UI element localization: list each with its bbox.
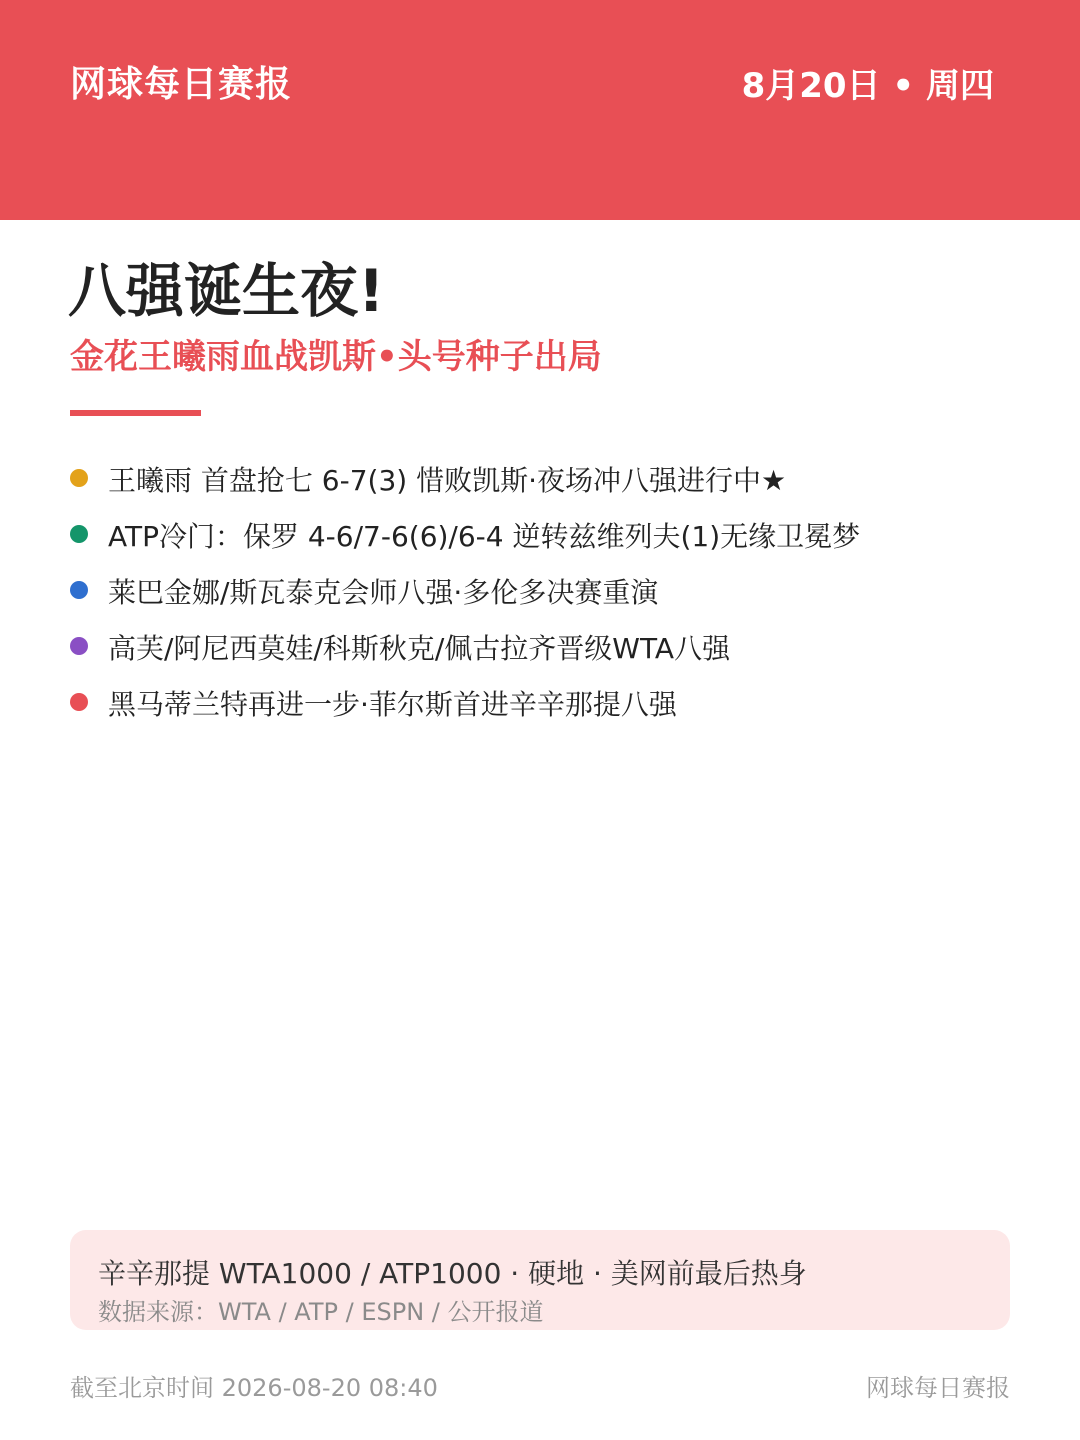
news-item-text: 王曦雨 首盘抢七 6-7(3) 惜败凯斯·夜场冲八强进行中★ bbox=[108, 464, 787, 497]
subheadline: 金花王曦雨血战凯斯•头号种子出局 bbox=[70, 337, 602, 377]
event-info: 辛辛那提 WTA1000 / ATP1000 · 硬地 · 美网前最后热身 bbox=[98, 1257, 807, 1290]
news-item bbox=[70, 626, 1020, 682]
headline: 八强诞生夜! bbox=[68, 257, 385, 325]
brand-title: 网球每日赛报 bbox=[70, 64, 293, 105]
header-banner bbox=[0, 0, 1080, 220]
news-item bbox=[70, 514, 1020, 570]
news-item-text: 高芙/阿尼西莫娃/科斯秋克/佩古拉齐晋级WTA八强 bbox=[108, 632, 731, 665]
date-label: 8月20日 • 周四 bbox=[741, 66, 994, 106]
news-item-text: 黑马蒂兰特再进一步·菲尔斯首进辛辛那提八强 bbox=[108, 688, 677, 721]
bullet-dot-icon bbox=[70, 525, 88, 543]
info-card bbox=[70, 1230, 1010, 1330]
accent-divider bbox=[70, 410, 201, 416]
bullet-dot-icon bbox=[70, 637, 88, 655]
news-item bbox=[70, 570, 1020, 626]
news-item bbox=[70, 458, 1020, 514]
data-source: 数据来源：WTA / ATP / ESPN / 公开报道 bbox=[98, 1298, 544, 1326]
footer-brand: 网球每日赛报 bbox=[866, 1374, 1010, 1402]
news-list bbox=[70, 458, 1020, 738]
bullet-dot-icon bbox=[70, 469, 88, 487]
news-item bbox=[70, 682, 1020, 738]
footer-timestamp: 截至北京时间 2026-08-20 08:40 bbox=[70, 1374, 438, 1402]
news-item-text: ATP冷门：保罗 4-6/7-6(6)/6-4 逆转兹维列夫(1)无缘卫冕梦 bbox=[108, 520, 861, 553]
bullet-dot-icon bbox=[70, 693, 88, 711]
bullet-dot-icon bbox=[70, 581, 88, 599]
news-item-text: 莱巴金娜/斯瓦泰克会师八强·多伦多决赛重演 bbox=[108, 576, 659, 609]
